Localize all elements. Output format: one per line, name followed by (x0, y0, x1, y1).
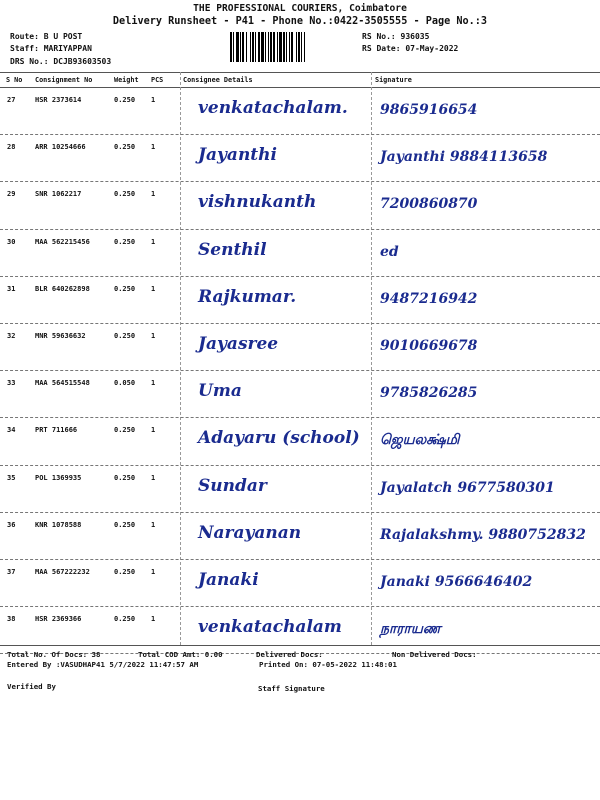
recipient-signature: நாராயண (380, 621, 441, 638)
recipient-signature: 9487216942 (380, 290, 478, 307)
recipient-signature: 9010669678 (380, 338, 478, 354)
row-consignment: POL 1369935 (35, 473, 82, 482)
table-row (0, 277, 600, 324)
row-sno: 28 (7, 143, 16, 152)
table-row (0, 371, 600, 418)
row-pcs: 1 (151, 473, 156, 482)
row-weight: 0.250 (114, 143, 136, 152)
company-title: THE PROFESSIONAL COURIERS, Coimbatore (193, 3, 407, 14)
row-sno: 35 (7, 473, 16, 482)
drs-number: DRS No.: DCJB93603503 (10, 57, 112, 66)
entered-by: Entered By :VASUDHAP41 5/7/2022 11:47:57 AM (7, 660, 199, 669)
recipient-signature: Jayalatch 9677580301 (380, 479, 555, 496)
row-consignment: SNR 1062217 (35, 190, 82, 199)
table-header (0, 72, 600, 88)
row-weight: 0.250 (114, 615, 136, 624)
row-pcs: 1 (151, 190, 156, 199)
consignee-handwritten-name: Rajkumar. (198, 286, 297, 307)
staff-label: Staff: MARIYAPPAN (10, 44, 92, 53)
row-consignment: MAA 562215456 (35, 237, 90, 246)
footer-divider (0, 645, 600, 646)
table-row (0, 607, 600, 654)
row-sno: 38 (7, 615, 16, 624)
consignee-handwritten-name: Janaki (198, 570, 259, 590)
row-weight: 0.250 (114, 520, 136, 529)
row-weight: 0.250 (114, 284, 136, 293)
col-pcs: PCS (151, 76, 164, 84)
row-weight: 0.250 (114, 426, 136, 435)
table-row (0, 182, 600, 229)
table-row (0, 324, 600, 371)
recipient-signature: 7200860870 (380, 196, 478, 213)
row-pcs: 1 (151, 520, 156, 529)
row-pcs: 1 (151, 237, 156, 246)
total-docs: Total No. Of Docs: 38 (7, 650, 101, 659)
col-sno: S No (6, 76, 23, 84)
delivered-docs: Delivered Docs: (256, 650, 323, 659)
row-consignment: ARR 10254666 (35, 143, 86, 152)
row-sno: 33 (7, 379, 16, 388)
recipient-signature: Jayanthi 9884113658 (380, 149, 548, 166)
table-row (0, 135, 600, 182)
row-pcs: 1 (151, 568, 156, 576)
table-row (0, 88, 600, 135)
consignee-handwritten-name: Narayanan (198, 522, 302, 543)
col-weight: Weight (114, 76, 139, 84)
non-delivered-docs: Non Delivered Docs: (392, 650, 477, 659)
table-row (0, 230, 600, 277)
staff-signature: Staff Signature (258, 684, 325, 693)
consignee-handwritten-name: Uma (198, 381, 242, 402)
consignee-handwritten-name: Senthil (198, 239, 267, 260)
row-sno: 30 (7, 237, 16, 246)
row-weight: 0.250 (114, 473, 136, 482)
recipient-signature: 9865916654 (380, 102, 478, 118)
row-pcs: 1 (151, 284, 156, 293)
row-consignment: MNR 59636632 (35, 332, 86, 340)
recipient-signature: ed (380, 243, 399, 260)
row-weight: 0.050 (114, 379, 136, 388)
row-sno: 27 (7, 96, 16, 104)
rs-number: RS No.: 936035 (362, 32, 430, 41)
row-consignment: MAA 564515548 (35, 379, 90, 388)
row-weight: 0.250 (114, 332, 136, 340)
col-consignee: Consignee Details (183, 76, 253, 84)
consignee-handwritten-name: Adayaru (school) (198, 428, 360, 449)
consignee-handwritten-name: vishnukanth (198, 192, 317, 213)
row-weight: 0.250 (114, 237, 136, 246)
consignee-handwritten-name: Jayanthi (198, 145, 277, 166)
table-row (0, 560, 600, 607)
row-pcs: 1 (151, 426, 156, 435)
consignee-handwritten-name: Jayasree (198, 334, 279, 354)
row-pcs: 1 (151, 143, 156, 152)
row-consignment: HSR 2373614 (35, 96, 82, 104)
rs-date: RS Date: 07-May-2022 (362, 44, 459, 53)
row-consignment: MAA 567222232 (35, 568, 90, 576)
recipient-signature: 9785826285 (380, 385, 478, 402)
consignee-handwritten-name: Sundar (198, 475, 267, 496)
table-row (0, 418, 600, 465)
row-weight: 0.250 (114, 568, 136, 576)
row-pcs: 1 (151, 332, 156, 340)
recipient-signature: ஜெயலக்ஷ்மி (380, 432, 460, 449)
row-weight: 0.250 (114, 96, 136, 104)
table-row (0, 513, 600, 560)
row-pcs: 1 (151, 96, 156, 104)
row-sno: 31 (7, 284, 16, 293)
row-pcs: 1 (151, 615, 156, 624)
row-consignment: HSR 2369366 (35, 615, 82, 624)
verified-by: Verified By (7, 682, 56, 691)
row-sno: 32 (7, 332, 16, 340)
total-cod: Total COD Amt: 0.00 (138, 650, 223, 659)
row-pcs: 1 (151, 379, 156, 388)
route-label: Route: B U POST (10, 32, 83, 41)
consignee-handwritten-name: venkatachalam. (198, 98, 348, 118)
runsheet-subtitle: Delivery Runsheet - P41 - Phone No.:0422-3505555 - Page No.:3 (112, 16, 488, 27)
row-sno: 29 (7, 190, 16, 199)
table-row (0, 466, 600, 513)
row-weight: 0.250 (114, 190, 136, 199)
row-sno: 34 (7, 426, 16, 435)
col-consignment: Consignment No (35, 76, 93, 84)
col-signature: Signature (375, 76, 412, 84)
barcode-image (230, 32, 356, 62)
row-consignment: BLR 640262898 (35, 284, 90, 293)
recipient-signature: Rajalakshmy. 9880752832 (380, 526, 586, 543)
consignee-handwritten-name: venkatachalam (198, 617, 342, 638)
printed-on: Printed On: 07-05-2022 11:48:01 (259, 660, 397, 669)
row-sno: 36 (7, 520, 16, 529)
recipient-signature: Janaki 9566646402 (380, 574, 533, 590)
row-sno: 37 (7, 568, 16, 576)
row-consignment: PRT 711666 (35, 426, 78, 435)
row-consignment: KNR 1078588 (35, 520, 82, 529)
